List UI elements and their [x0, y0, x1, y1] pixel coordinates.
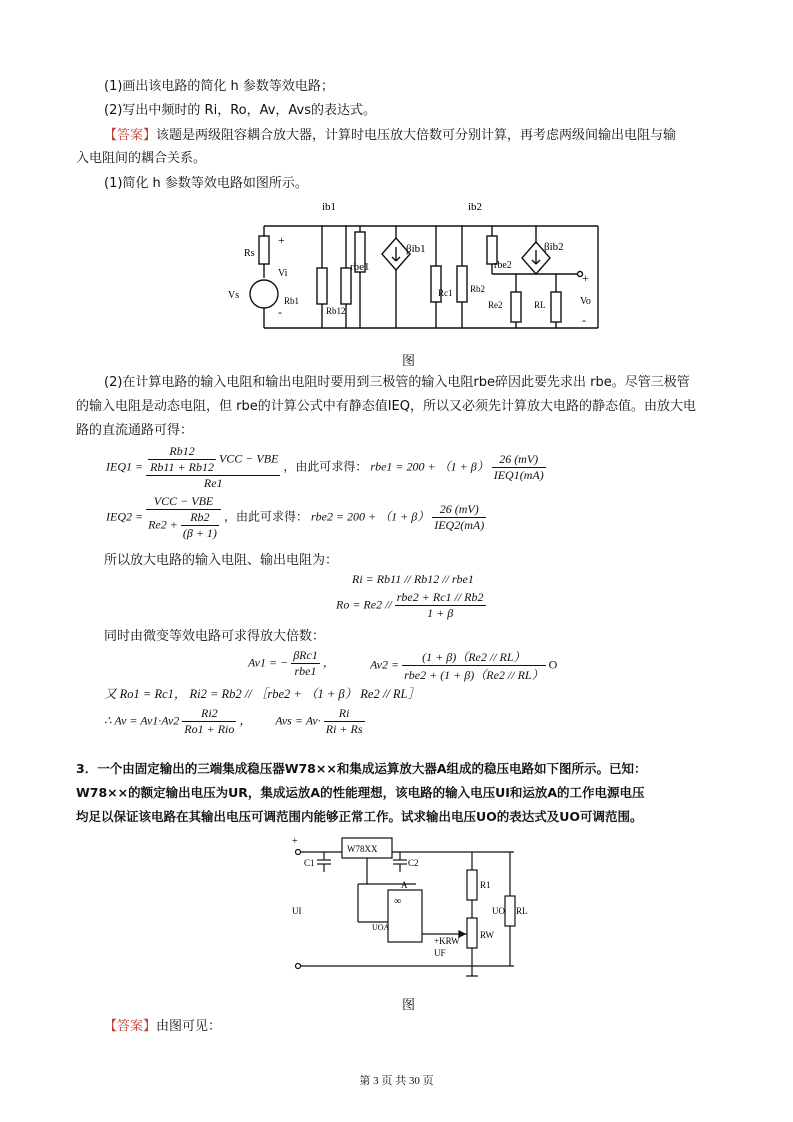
label-uo: UO — [492, 906, 505, 916]
equation-ieq2: IEQ2 = VCC − VBE Re2 + $\frac{Rb2}{(\beta + 1)}$ ，由此可求得： rbe2 = 200 + （1 + β） $\frac{26 (mV)}{\text{IEQ2(mA)}}$ — [106, 494, 485, 540]
equation-av-avs: ∴ Av = Av1·Av2 $\frac{Ri2}{\text{Ro1 + Rio}}$ ， Avs = Av· $\frac{Ri}{Ri + Rs}$ — [104, 706, 363, 736]
label-rl: RL — [534, 300, 546, 310]
label-r1: R1 — [480, 880, 491, 890]
para2-line-2: 的输入电阻是动态电阻，但 rbe的计算公式中有静态值IEQ，所以又必须先计算放大电路的静态值。由放大电 — [76, 399, 697, 414]
label-rs: Rs — [244, 248, 255, 259]
label-uf: UF — [434, 948, 446, 958]
label-krw: +KRW — [434, 936, 460, 946]
label-beta-ib2: βib2 — [544, 241, 564, 253]
para2-line-3: 路的直流通路可得： — [76, 423, 194, 438]
label-c2: C2 — [408, 858, 419, 868]
figure-caption-2: 图 — [402, 998, 416, 1013]
q3-line-2: W78××的额定输出电压为UR，集成运放A的性能理想，该电路的输入电压UI和运放A的工作电源电压 — [76, 785, 645, 800]
q3-line-3: 均足以保证该电路在其输出电压可调范围内能够正常工作。试求输出电压UO的表达式及UO可调范围。 — [76, 809, 643, 824]
answer-paragraph-1 — [104, 127, 676, 145]
label-minus-vo: - — [582, 313, 586, 327]
label-ib2: ib2 — [468, 201, 483, 213]
para3: 所以放大电路的输入电阻、输出电阻为： — [104, 553, 339, 568]
label-rb1: Rb1 — [284, 296, 300, 306]
regulator-circuit-figure — [284, 830, 528, 986]
figure-caption-1: 图 — [402, 354, 416, 369]
label-vs: Vs — [228, 290, 240, 301]
label-rc1: Rc1 — [438, 288, 453, 298]
equation-ro1-ri2: 又 Ro1 = Rc1， Ri2 = Rb2 // ［rbe2 + （1 + β） Re2 // RL］ — [104, 687, 420, 701]
q3-line-1: 3．一个由固定输出的三端集成稳压器W78××和集成运算放大器A组成的稳压电路如下图所示。已知： — [76, 761, 647, 776]
label-beta-ib1: βib1 — [406, 243, 426, 255]
equation-ro: Ro = Re2 // $\frac{\text{rbe2 + Rc1 // Rb2}}{1 + \beta}$ — [336, 590, 484, 620]
label-rb12: Rb12 — [326, 306, 346, 316]
label-rbe1: rbe1 — [350, 261, 370, 273]
label-rl: RL — [516, 906, 528, 916]
label-w78xx: W78XX — [347, 844, 378, 854]
equation-ieq1: IEQ1 = $\frac{Rb12}{Rb11 + Rb12}$ VCC − VBE Re1 ，由此可求得： rbe1 = 200 + （1 + β） $\frac{26 (mV)}{\text{IEQ1(mA)}}$ — [106, 444, 544, 490]
para2-line-1: (2)在计算电路的输入电阻和输出电阻时要用到三极管的输入电阻rbe碎因此要先求出 rbe。尽管三极管 — [104, 375, 690, 390]
q2-part-2: (2)写出中频时的 Ri，Ro，Av，Avs的表达式。 — [104, 103, 377, 118]
label-ib1: ib1 — [322, 201, 337, 213]
label-c1: C1 — [304, 858, 315, 868]
step-1: (1)简化 h 参数等效电路如图所示。 — [104, 176, 308, 191]
para4: 同时由微变等效电路可求得放大倍数： — [104, 629, 326, 644]
answer-paragraph-1-cont: 入电阻间的耦合关系。 — [76, 151, 207, 166]
answer-label: 【答案】 — [104, 128, 157, 143]
label-ui: UI — [292, 906, 302, 916]
q2-part-1: (1)画出该电路的简化 h 参数等效电路； — [104, 79, 334, 94]
label-rw: RW — [480, 930, 495, 940]
label-minus-vi: - — [278, 305, 282, 319]
page-footer: 第 3 页 共 30 页 — [359, 1075, 434, 1087]
answer-text: 该题是两级阻容耦合放大器，计算时电压放大倍数可分别计算，再考虑两级间输出电阻与输 — [156, 128, 677, 143]
label-re2: Re2 — [488, 300, 503, 310]
label-uoa: UOA — [372, 923, 390, 932]
label-plus-vo: + — [582, 271, 589, 285]
label-a: A — [401, 880, 408, 890]
label-vo: Vo — [580, 296, 591, 307]
label-inf: ∞ — [394, 896, 402, 907]
label-plus-vi: + — [278, 233, 285, 247]
label-rbe2: rbe2 — [494, 260, 512, 271]
equivalent-circuit-figure — [226, 196, 604, 338]
answer-paragraph-2: 【答案】由图可见： — [104, 1019, 222, 1034]
label-vi: Vi — [278, 268, 288, 279]
label-plus-in: + — [292, 836, 298, 847]
label-rb2: Rb2 — [470, 284, 486, 294]
equation-ri: Ri = Rb11 // Rb12 // rbe1 — [352, 572, 474, 586]
answer-label-2: 【答案】 — [104, 1019, 157, 1034]
equation-av1: Av1 = − $\frac{\text{βRc1}}{\text{rbe1}}$ ， — [248, 648, 335, 678]
equation-av2: Av2 = $\frac{(1 + \beta)(Re2 // RL)}{\text{rbe2 + (1 + β)（Re2 // RL）}}$ O — [370, 650, 558, 682]
